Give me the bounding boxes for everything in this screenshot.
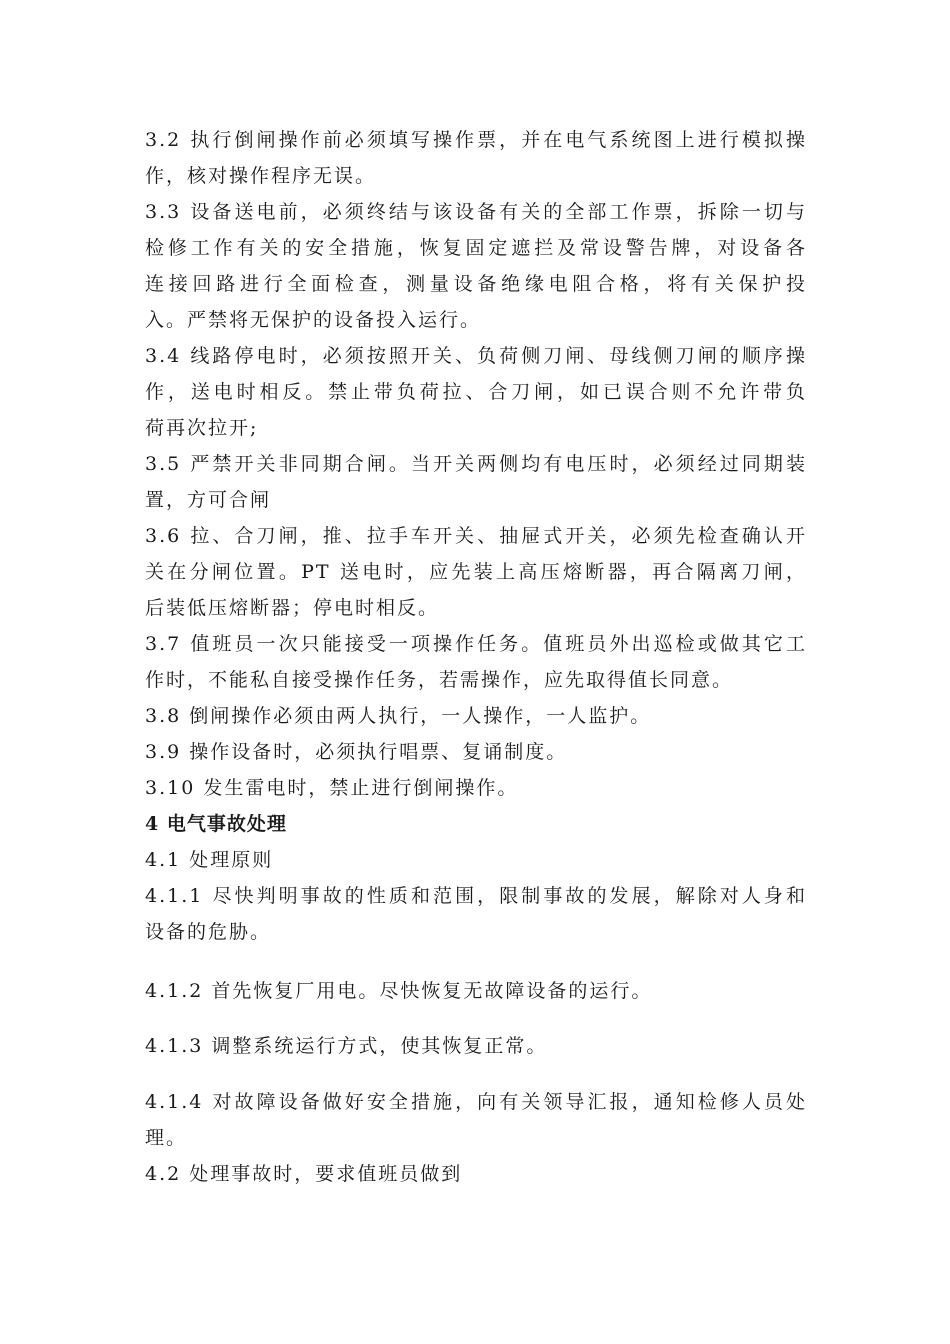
paragraph-line: 作，核对操作程序无误。: [145, 165, 377, 187]
paragraph-line: 3.4 线路停电时，必须按照开关、负荷侧刀闸、母线侧刀闸的顺序操: [145, 345, 807, 367]
paragraph-line: 检修工作有关的安全措施，恢复固定遮拦及常设警告牌，对设备各: [145, 237, 807, 259]
subsection-heading: 4.1 处理原则: [145, 849, 274, 871]
paragraph-line: 4.1.3 调整系统运行方式，使其恢复正常。: [145, 1035, 548, 1057]
section-heading: 4 电气事故处理: [145, 813, 287, 835]
paragraph-line: 3.8 倒闸操作必须由两人执行，一人操作，一人监护。: [145, 705, 652, 727]
paragraph-line: 3.6 拉、合刀闸，推、拉手车开关、抽屉式开关，必须先检查确认开: [145, 525, 807, 547]
paragraph-line: 置，方可合闸: [145, 489, 272, 511]
paragraph-line: 作时，不能私自接受操作任务，若需操作，应先取得值长同意。: [145, 669, 734, 691]
paragraph-line: 入。严禁将无保护的设备投入运行。: [145, 309, 482, 331]
paragraph-line: 作，送电时相反。禁止带负荷拉、合刀闸，如已误合则不允许带负: [145, 381, 807, 403]
paragraph-line: 理。: [145, 1127, 188, 1149]
paragraph-line: 后装低压熔断器；停电时相反。: [145, 597, 440, 619]
paragraph-line: 4.1.2 首先恢复厂用电。尽快恢复无故障设备的运行。: [145, 980, 653, 1002]
paragraph-line: 设备的危胁。: [145, 921, 272, 943]
paragraph-line: 3.7 值班员一次只能接受一项操作任务。值班员外出巡检或做其它工: [145, 633, 807, 655]
paragraph-line: 3.10 发生雷电时，禁止进行倒闸操作。: [145, 777, 519, 799]
paragraph-line: 3.3 设备送电前，必须终结与该设备有关的全部工作票，拆除一切与: [145, 201, 807, 223]
paragraph-line: 3.5 严禁开关非同期合闸。当开关两侧均有电压时，必须经过同期装: [145, 453, 807, 475]
paragraph-line: 连接回路进行全面检查，测量设备绝缘电阻合格，将有关保护投: [145, 273, 807, 295]
subsection-heading: 4.2 处理事故时，要求值班员做到: [145, 1163, 463, 1185]
paragraph-line: 4.1.1 尽快判明事故的性质和范围，限制事故的发展，解除对人身和: [145, 885, 807, 907]
paragraph-line: 3.2 执行倒闸操作前必须填写操作票，并在电气系统图上进行模拟操: [145, 129, 807, 151]
paragraph-line: 3.9 操作设备时，必须执行唱票、复诵制度。: [145, 741, 568, 763]
paragraph-line: 4.1.4 对故障设备做好安全措施，向有关领导汇报，通知检修人员处: [145, 1091, 807, 1113]
paragraph-line: 关在分闸位置。PT 送电时，应先装上高压熔断器，再合隔离刀闸，: [145, 561, 807, 583]
paragraph-line: 荷再次拉开;: [145, 417, 259, 439]
